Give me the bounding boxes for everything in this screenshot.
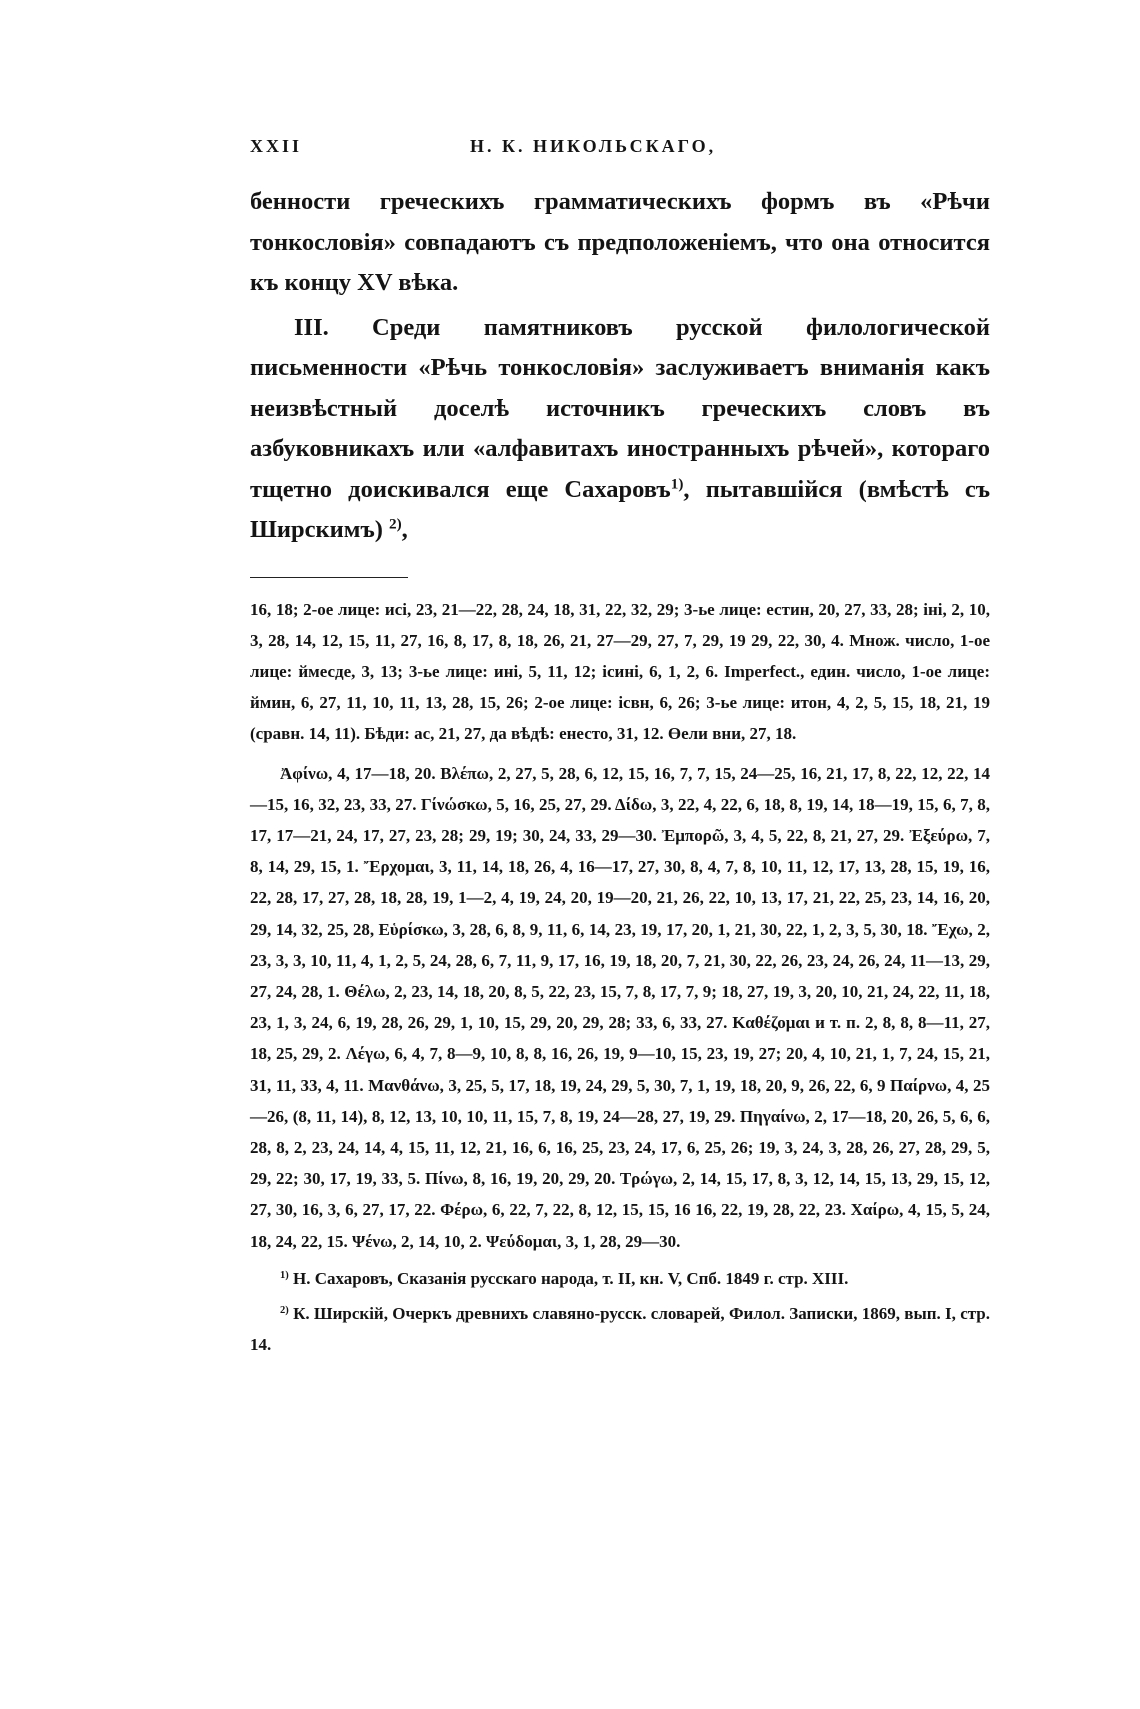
main-paragraph-2-mid: , пытавшійся (вмѣстѣ съ Ширскимъ) <box>250 475 990 543</box>
main-text <box>250 182 990 551</box>
footnotes <box>250 1263 990 1361</box>
main-paragraph-2-end: , <box>401 516 408 543</box>
footnote-2-text: К. Ширскій, Очеркъ древнихъ славяно-русск. словарей, Филол. Записки, 1869, вып. I, стр. 14. <box>250 1303 991 1355</box>
footnote-ref-2[interactable]: 2) <box>389 515 402 533</box>
running-title: Н. К. НИКОЛЬСКАГО, <box>470 136 717 156</box>
footnote-2 <box>250 1298 990 1360</box>
footnote-divider <box>250 577 408 578</box>
footnote-1 <box>250 1263 990 1294</box>
running-head <box>250 136 990 166</box>
notes-section <box>250 594 990 1361</box>
page-content <box>250 136 990 1364</box>
main-paragraph-1: бенности греческихъ грамматическихъ формъ въ «Рѣчи тонкословія» совпадаютъ съ предположеніемъ, что она относится къ концу XV вѣка. <box>250 188 990 296</box>
notes-block-1: 16, 18; 2-ое лице: исі, 23, 21—22, 28, 24, 18, 31, 22, 32, 29; 3-ье лице: естин, 20, 27, 33, 28; іні, 2, 10, 3, 28, 14, 12, 15, 11, 27, 16, 8, 17, 8, 18, 26, 21, 27—29, 27, 7, 29, 19 29, 22, 30, 4. Множ. число, 1-ое лице: ймесде, 3, 13; 3-ье лице: ині, 5, 11, 12; ісині, 6, 1, 2, 6. Imperfect., един. число, 1-ое лице: ймин, 6, 27, 11, 10, 11, 13, 28, 15, 26; 2-ое лице: ісвн, 6, 26; 3-ье лице: итон, 4, 2, 5, 15, 18, 21, 19 (сравн. 14, 11). Бѣди: ас, 21, 27, да вѣдѣ: енесто, 31, 12. Өели вни, 27, 18. <box>250 599 990 744</box>
notes-block-2: Ἀφίνω, 4, 17—18, 20. Βλέπω, 2, 27, 5, 28, 6, 12, 15, 16, 7, 7, 15, 24—25, 16, 21, 17, 8, 22, 12, 22, 14—15, 16, 32, 23, 33, 27. Γίνώσκω, 5, 16, 25, 27, 29. Δίδω, 3, 22, 4, 22, 6, 18, 8, 19, 14, 18—19, 15, 6, 7, 8, 17, 17—21, 24, 17, 27, 23, 28; 29, 19; 30, 24, 33, 29—30. Ἐμπορῶ, 3, 4, 5, 22, 8, 21, 27, 29. Ἐξεύρω, 7, 8, 14, 29, 15, 1. Ἔρχομαι, 3, 11, 14, 18, 26, 4, 16—17, 27, 30, 8, 4, 7, 8, 10, 11, 12, 17, 13, 28, 15, 19, 16, 22, 28, 17, 27, 28, 18, 28, 19, 1—2, 4, 19, 24, 20, 19—20, 21, 26, 22, 10, 13, 17, 21, 22, 25, 23, 14, 16, 20, 29, 14, 32, 25, 28, Εὑρίσκω, 3, 28, 6, 8, 9, 11, 6, 14, 23, 19, 17, 20, 1, 21, 30, 22, 1, 2, 3, 5, 30, 18. Ἔχω, 2, 23, 3, 3, 10, 11, 4, 1, 2, 5, 24, 28, 6, 7, 11, 9, 17, 16, 19, 18, 20, 7, 21, 30, 22, 26, 23, 24, 26, 24, 11—13, 29, 27, 24, 28, 1. Θέλω, 2, 23, 14, 18, 20, 8, 5, 22, 23, 15, 7, 8, 17, 7, 9; 18, 27, 19, 3, 20, 10, 21, 24, 22, 11, 18, 23, 1, 3, 24, 6, 19, 28, 26, 29, 1, 10, 15, 29, 20, 29, 28; 33, 6, 33, 27. Καθέζομαι и т. п. 2, 8, 8, 8—11, 27, 18, 25, 29, 2. Λέγω, 6, 4, 7, 8—9, 10, 8, 8, 16, 26, 19, 9—10, 15, 23, 19, 27; 20, 4, 10, 21, 1, 7, 24, 15, 21, 31, 11, 33, 4, 11. Μανθάνω, 3, 25, 5, 17, 18, 19, 24, 29, 5, 30, 7, 1, 19, 18, 20, 9, 26, 22, 6, 9 Παίρνω, 4, 25—26, (8, 11, 14), 8, 12, 13, 10, 10, 11, 15, 7, 8, 19, 24—28, 27, 19, 29. Πηγαίνω, 2, 17—18, 20, 26, 5, 6, 6, 28, 8, 2, 23, 24, 14, 4, 15, 11, 12, 21, 16, 6, 16, 25, 23, 24, 17, 6, 25, 26; 19, 3, 24, 3, 28, 26, 27, 28, 29, 5, 29, 22; 30, 17, 19, 33, 5. Πίνω, 8, 16, 19, 20, 29, 20. Τρώγω, 2, 14, 15, 17, 8, 3, 12, 14, 15, 13, 29, 15, 12, 27, 30, 16, 3, 6, 27, 17, 22. Φέρω, 6, 22, 7, 22, 8, 12, 15, 15, 16 16, 22, 19, 28, 22, 23. Χαίρω, 4, 15, 5, 24, 18, 24, 22, 15. Ψένω, 2, 14, 10, 2. Ψεύδομαι, 3, 1, 28, 29—30. <box>250 763 990 1251</box>
main-paragraph-2 <box>250 308 990 551</box>
main-paragraph-2-text: III. Среди памятниковъ русской филологической письменности «Рѣчь тонкословія» заслуживаетъ вниманія какъ неизвѣстный доселѣ источникъ греческихъ словъ въ азбуковникахъ или «алфавитахъ иностранныхъ рѣчей», котораго тщетно доискивался еще Сахаровъ <box>250 313 990 503</box>
page-number: XXII <box>250 136 303 156</box>
footnote-ref-1[interactable]: 1) <box>670 475 684 493</box>
footnote-2-marker: 2) <box>280 1305 289 1317</box>
footnote-1-text: Н. Сахаровъ, Сказанія русскаго народа, т. II, кн. V, Спб. 1849 г. стр. XIII. <box>293 1268 849 1288</box>
footnote-1-marker: 1) <box>280 1269 289 1281</box>
